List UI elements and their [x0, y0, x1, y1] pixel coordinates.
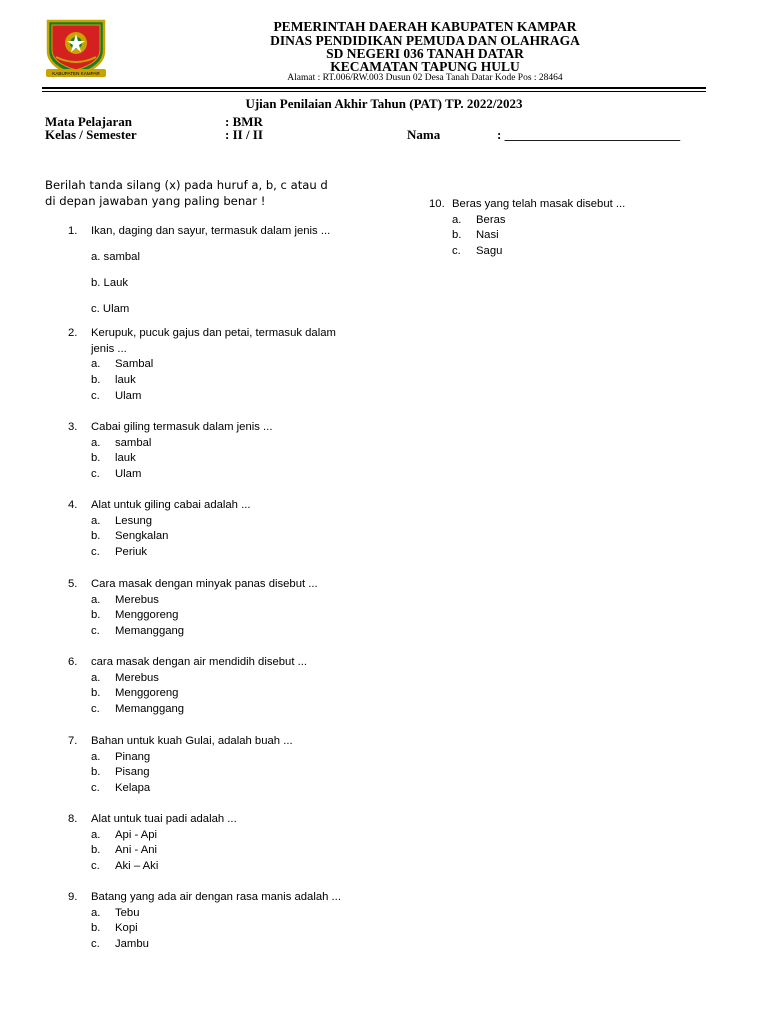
question-3	[68, 420, 368, 483]
letterhead-school: SD NEGERI 036 TANAH DATAR	[326, 46, 524, 61]
answer-option: c. Ulam	[91, 389, 142, 402]
answer-option: b. lauk	[91, 452, 136, 465]
question-number: 4.	[68, 499, 78, 511]
answer-option: b. Pisang	[91, 766, 150, 779]
question-2	[68, 326, 358, 405]
class-semester-label: Kelas / Semester	[45, 127, 137, 142]
question-number: 3.	[68, 421, 78, 433]
letterhead-district: KECAMATAN TAPUNG HULU	[330, 59, 520, 74]
answer-option: c. Memanggang	[91, 625, 185, 638]
answer-options	[452, 213, 729, 260]
logo-banner-text: KABUPATEN KAMPAR	[52, 71, 100, 76]
answer-option: c. Sagu	[452, 245, 503, 258]
question-number: 8.	[68, 813, 78, 825]
answer-option: a. Lesung	[91, 514, 153, 527]
answer-option: b. Lauk	[91, 277, 129, 289]
answer-options	[91, 357, 358, 404]
answer-option: b. Menggoreng	[91, 687, 179, 700]
letterhead-address: Alamat : RT.006/RW.003 Dusun 02 Desa Tanah Datar Kode Pos : 28464	[287, 73, 563, 83]
question-stem: Alat untuk giling cabai adalah ...	[91, 499, 251, 511]
question-number: 10.	[429, 198, 445, 210]
answer-option: b. Menggoreng	[91, 609, 179, 622]
name-label: Nama	[407, 127, 441, 142]
answer-options	[91, 436, 368, 483]
question-number: 7.	[68, 735, 78, 747]
letterhead-rule-thin	[42, 91, 706, 92]
answer-option: a. Sambal	[91, 358, 154, 371]
question-stem: Alat untuk tuai padi adalah ...	[91, 813, 237, 825]
answer-options	[91, 250, 368, 318]
exam-title: Ujian Penilaian Akhir Tahun (PAT) TP. 2022/2023	[245, 96, 523, 111]
question-number: 5.	[68, 578, 78, 590]
subject-value: : BMR	[225, 114, 263, 129]
answer-option: a. Api - Api	[91, 828, 158, 841]
question-9	[68, 890, 368, 953]
answer-option: a. sambal	[91, 436, 152, 449]
question-stem: Ikan, daging dan sayur, termasuk dalam jenis ...	[91, 225, 331, 237]
letterhead-government: PEMERINTAH DAERAH KABUPATEN KAMPAR	[273, 19, 577, 34]
answer-option: b. Sengkalan	[91, 530, 169, 543]
question-5	[68, 577, 368, 640]
question-stem: cara masak dengan air mendidih disebut ...	[91, 656, 308, 668]
question-stem: Kerupuk, pucuk gajus dan petai, termasuk dalam jenis ...	[91, 327, 336, 355]
question-6	[68, 655, 368, 718]
answer-option: c. Kelapa	[91, 782, 151, 795]
answer-options	[91, 906, 368, 953]
instruction-line-1: Berilah tanda silang (x) pada huruf a, b, c atau d	[45, 178, 328, 192]
answer-options	[91, 514, 368, 561]
question-stem: Cara masak dengan minyak panas disebut ...	[91, 578, 318, 590]
question-4	[68, 498, 368, 561]
subject-label: Mata Pelajaran	[45, 114, 133, 129]
answer-option: b. Ani - Ani	[91, 844, 158, 857]
question-1	[68, 224, 368, 318]
question-number: 6.	[68, 656, 78, 668]
class-semester-value: : II / II	[225, 127, 263, 142]
kampar-regency-logo	[42, 17, 110, 79]
answer-option: b. Nasi	[452, 229, 499, 242]
answer-option: b. lauk	[91, 374, 136, 387]
answer-options	[91, 828, 368, 875]
answer-options	[91, 671, 368, 718]
answer-options	[91, 750, 368, 797]
answer-option: c. Memanggang	[91, 703, 185, 716]
letterhead-department: DINAS PENDIDIKAN PEMUDA DAN OLAHRAGA	[270, 33, 580, 48]
question-10	[429, 197, 729, 260]
answer-option: c. Aki – Aki	[91, 860, 159, 873]
question-stem: Cabai giling termasuk dalam jenis ...	[91, 421, 273, 433]
question-stem: Batang yang ada air dengan rasa manis adalah ...	[91, 891, 341, 903]
question-stem: Bahan untuk kuah Gulai, adalah buah ...	[91, 735, 293, 747]
letterhead-rule-thick	[42, 87, 706, 89]
answer-option: b. Kopi	[91, 922, 138, 935]
question-7	[68, 734, 368, 797]
answer-option: c. Periuk	[91, 546, 148, 559]
question-number: 9.	[68, 891, 78, 903]
answer-option: a. Beras	[452, 213, 506, 226]
answer-option: a. Tebu	[91, 906, 140, 919]
question-stem: Beras yang telah masak disebut ...	[452, 198, 626, 210]
question-number: 1.	[68, 225, 78, 237]
answer-option: a. sambal	[91, 251, 140, 263]
answer-option: a. Pinang	[91, 750, 151, 763]
name-field: : ___________________________	[497, 127, 681, 142]
answer-option: a. Merebus	[91, 593, 159, 606]
answer-options	[91, 593, 368, 640]
instruction-line-2: di depan jawaban yang paling benar !	[45, 194, 266, 208]
answer-option: a. Merebus	[91, 671, 159, 684]
answer-option: c. Jambu	[91, 938, 149, 951]
instruction	[45, 177, 375, 209]
answer-option: c. Ulam	[91, 303, 130, 315]
question-8	[68, 812, 368, 875]
question-number: 2.	[68, 327, 78, 339]
answer-option: c. Ulam	[91, 468, 142, 481]
